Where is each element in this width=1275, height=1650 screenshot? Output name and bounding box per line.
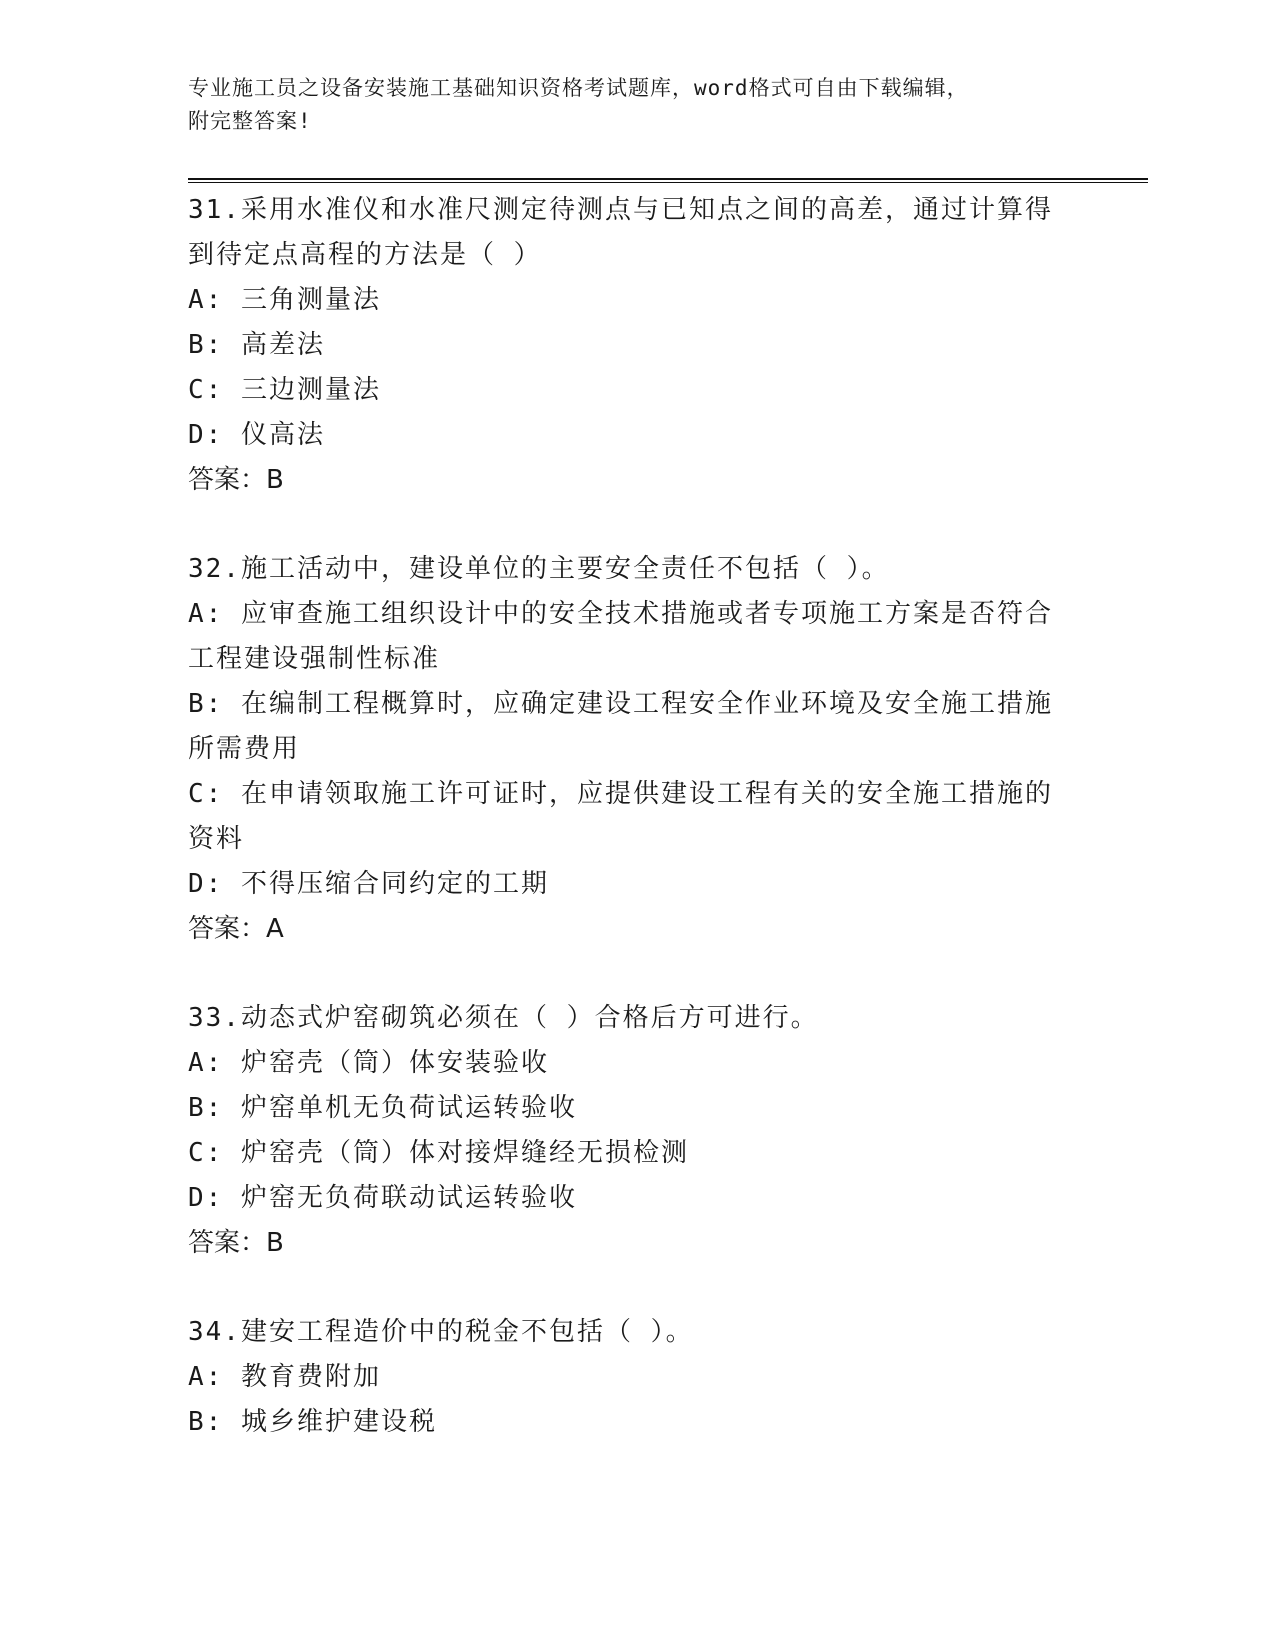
- option-c: C: 炉窑壳（筒）体对接焊缝经无损检测: [188, 1138, 689, 1168]
- question-31: [188, 188, 1068, 503]
- header-line-2: 附完整答案!: [188, 109, 312, 133]
- option-b: B: 在编制工程概算时，应确定建设工程安全作业环境及安全施工措施: [188, 689, 1053, 719]
- document-header: [188, 72, 1068, 138]
- option-b: B: 城乡维护建设税: [188, 1407, 437, 1437]
- option-a: A: 应审查施工组织设计中的安全技术措施或者专项施工方案是否符合: [188, 599, 1053, 629]
- header-divider: [188, 178, 1148, 183]
- answer-label: 答案：B: [188, 465, 284, 495]
- option-c-continued: 资料: [188, 824, 245, 854]
- option-a: A: 三角测量法: [188, 285, 381, 315]
- option-c: C: 在申请领取施工许可证时，应提供建设工程有关的安全施工措施的: [188, 779, 1053, 809]
- option-c: C: 三边测量法: [188, 375, 381, 405]
- question-stem-line: 33.动态式炉窑砌筑必须在（ ）合格后方可进行。: [188, 1003, 819, 1033]
- answer-label: 答案：A: [188, 914, 284, 944]
- question-33: [188, 996, 1068, 1266]
- option-d: D: 仪高法: [188, 420, 325, 450]
- question-stem-line: 32.施工活动中，建设单位的主要安全责任不包括（ ）。: [188, 554, 890, 584]
- header-line-1: 专业施工员之设备安装施工基础知识资格考试题库，word格式可自由下载编辑，: [188, 76, 969, 100]
- option-b: B: 高差法: [188, 330, 325, 360]
- question-stem-line: 31.采用水准仪和水准尺测定待测点与已知点之间的高差，通过计算得: [188, 195, 1053, 225]
- option-a: A: 炉窑壳（筒）体安装验收: [188, 1048, 549, 1078]
- question-32: [188, 547, 1068, 952]
- option-b-continued: 所需费用: [188, 734, 301, 764]
- question-list: [188, 188, 1068, 1489]
- option-a-continued: 工程建设强制性标准: [188, 644, 441, 674]
- option-d: D: 不得压缩合同约定的工期: [188, 869, 549, 899]
- answer-label: 答案：B: [188, 1228, 284, 1258]
- question-stem-line: 到待定点高程的方法是（ ）: [188, 240, 542, 270]
- question-34: [188, 1310, 1068, 1445]
- question-stem-line: 34.建安工程造价中的税金不包括（ ）。: [188, 1317, 694, 1347]
- option-a: A: 教育费附加: [188, 1362, 381, 1392]
- option-d: D: 炉窑无负荷联动试运转验收: [188, 1183, 577, 1213]
- option-b: B: 炉窑单机无负荷试运转验收: [188, 1093, 577, 1123]
